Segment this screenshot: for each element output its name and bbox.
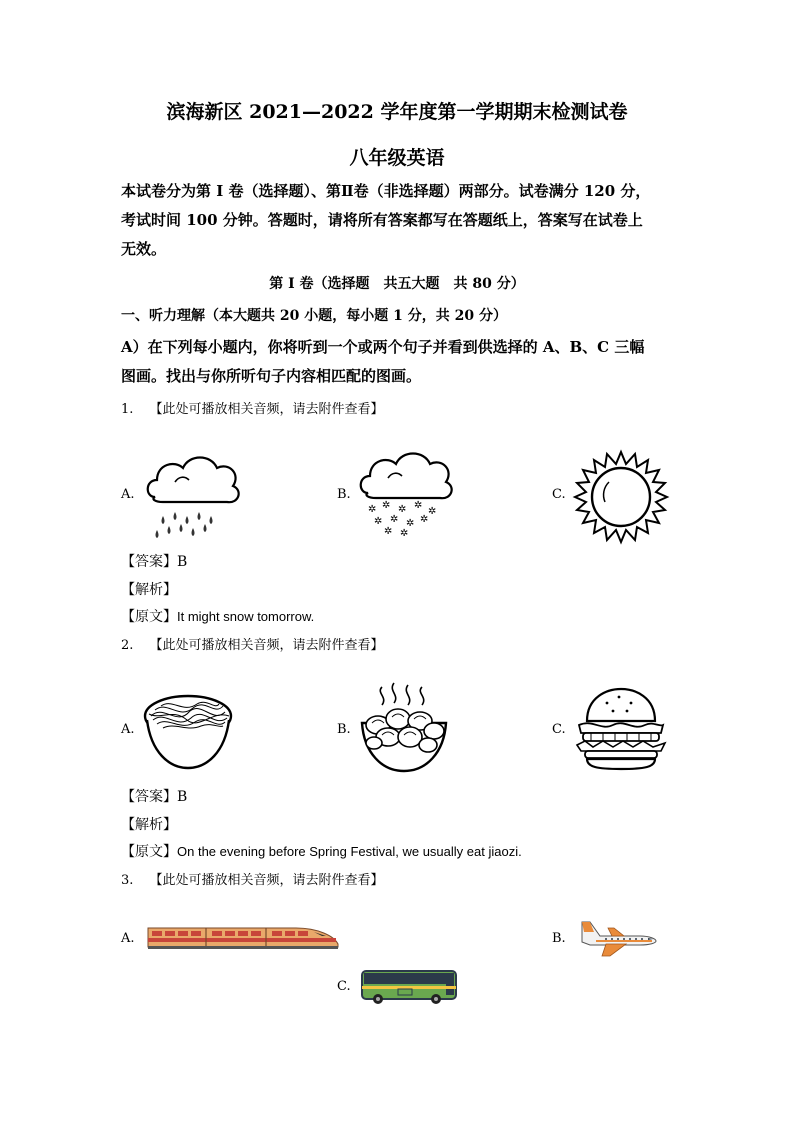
original-1: [121, 606, 314, 626]
analysis-2: 【解析】: [121, 817, 177, 833]
airplane-icon[interactable]: [576, 920, 658, 958]
page-title: 滨海新区 2021—2022 学年度第一学期期末检测试卷: [166, 101, 628, 123]
question-number: 3.: [121, 873, 134, 888]
svg-text:✲: ✲: [406, 518, 415, 529]
question-2: [121, 634, 384, 653]
original-2: [121, 841, 522, 861]
audio-placeholder[interactable]: 【此处可播放相关音频，请去附件查看】: [149, 873, 384, 888]
dumpling-bowl-icon[interactable]: [358, 683, 450, 773]
section-heading: 第 I 卷（选择题 共五大题 共 80 分）: [269, 276, 525, 292]
svg-text:✲: ✲: [420, 514, 429, 525]
answer-1: 【答案】B: [121, 554, 188, 570]
analysis-1: 【解析】: [121, 582, 177, 598]
option-a-label[interactable]: A.: [121, 931, 135, 946]
audio-placeholder[interactable]: 【此处可播放相关音频，请去附件查看】: [149, 638, 384, 653]
option-c-label[interactable]: C.: [552, 487, 566, 502]
part-a-line-2: 图画。找出与你所听句子内容相匹配的图画。: [121, 367, 422, 385]
question-number: 1.: [121, 402, 134, 417]
snow-cloud-icon[interactable]: [358, 448, 448, 538]
option-b-label[interactable]: B.: [337, 722, 351, 737]
intro-paragraph: [121, 177, 681, 264]
part-one-heading: 一、听力理解（本大题共 20 小题，每小题 1 分，共 20 分）: [121, 308, 507, 324]
option-a-label[interactable]: A.: [121, 487, 135, 502]
hamburger-icon[interactable]: [573, 687, 669, 771]
audio-placeholder[interactable]: 【此处可播放相关音频，请去附件查看】: [149, 402, 384, 417]
intro-line-1: 本试卷分为第 I 卷（选择题）、第Ⅱ卷（非选择题）两部分。试卷满分 120 分，: [121, 182, 651, 200]
rain-cloud-icon[interactable]: [145, 452, 240, 542]
part-a-line-1: A）在下列每小题内，你将听到一个或两个句子并看到供选择的 A、B、C 三幅: [121, 338, 645, 356]
option-c-label[interactable]: C.: [337, 979, 351, 994]
svg-text:✲: ✲: [374, 516, 383, 527]
bus-icon[interactable]: [360, 969, 458, 1005]
svg-text:✲: ✲: [414, 500, 423, 511]
option-c-label[interactable]: C.: [552, 722, 566, 737]
option-a-label[interactable]: A.: [121, 722, 135, 737]
svg-text:✲: ✲: [400, 528, 409, 539]
svg-text:✲: ✲: [382, 500, 391, 511]
answer-2: 【答案】B: [121, 789, 188, 805]
svg-text:✲: ✲: [398, 504, 407, 515]
noodle-bowl-icon[interactable]: [143, 690, 235, 770]
intro-line-3: 无效。: [121, 240, 167, 258]
svg-text:✲: ✲: [384, 526, 393, 537]
original-label: 【原文】: [121, 609, 177, 625]
train-icon[interactable]: [146, 924, 340, 950]
intro-line-2: 考试时间 100 分钟。答题时，请将所有答案都写在答题纸上，答案写在试卷上: [121, 211, 643, 229]
original-label: 【原文】: [121, 844, 177, 860]
svg-text:✲: ✲: [390, 514, 399, 525]
sun-icon[interactable]: [575, 450, 667, 542]
svg-text:✲: ✲: [428, 506, 437, 517]
question-3: [121, 869, 384, 888]
option-b-label[interactable]: B.: [337, 487, 351, 502]
part-a-instructions: [121, 333, 681, 391]
original-text: On the evening before Spring Festival, we usually eat jiaozi.: [177, 844, 522, 859]
question-1: [121, 398, 384, 417]
original-text: It might snow tomorrow.: [177, 609, 315, 624]
svg-text:✲: ✲: [368, 504, 377, 515]
question-number: 2.: [121, 638, 134, 653]
page-subtitle: 八年级英语: [349, 147, 445, 169]
option-b-label[interactable]: B.: [552, 931, 566, 946]
